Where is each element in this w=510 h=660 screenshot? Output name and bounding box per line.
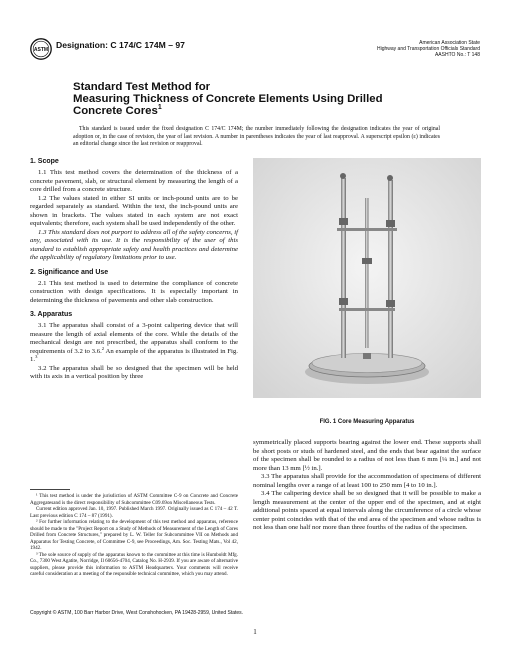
- footnote-divider: [30, 489, 70, 490]
- figure-caption: FIG. 1 Core Measuring Apparatus: [319, 419, 415, 425]
- aashto-block: [377, 40, 480, 58]
- section-heading-scope: 1. Scope: [30, 158, 59, 165]
- svg-text:ASTM: ASTM: [33, 46, 49, 53]
- paragraph-3-3: 3.3 The apparatus shall provide for the accommodation of specimens of different nominal lengths over a range of at least 100 to 250 mm [4 to 10 in.].: [253, 473, 481, 489]
- astm-logo: [30, 38, 52, 60]
- right-column: [253, 439, 481, 533]
- document-title: [73, 81, 383, 118]
- footnotes: [30, 493, 238, 578]
- paragraph-1-3: 1.3 This standard does not purport to address all of the safety concerns, if any, associated with its use. It is the responsibility of the user of this standard to establish appropriate safety and health practices and determine the applicability of regulatory limitations prior to use.: [30, 228, 238, 261]
- left-column: [30, 158, 238, 382]
- assoc-line-3: AASHTO No.: T 148: [434, 52, 480, 59]
- footnote-1: ¹ This test method is under the jurisdiction of ASTM Committee C-9 on Concrete and Concrete Aggregatesand is the direct responsibility of Subcommittee C09.69on Miscellaneous Tests.: [30, 493, 238, 506]
- copyright-line: Copyright © ASTM, 100 Barr Harbor Drive, West Conshohocken, PA 19428-2959, United States.: [30, 610, 244, 616]
- paragraph-3-2: 3.2 The apparatus shall be so designed that the specimen will be held with its axis in a vertical position by three: [30, 364, 238, 380]
- section-heading-significance: 2. Significance and Use: [30, 268, 109, 276]
- footnote-2: ² For further information relating to the development of this test method and apparatus, reference should be made to the "Project Report on a Study of Methods of Measurement of the Length of Cores Drilled from Concrete Structures," prepared by L. W. Teller for Subcommittee VII on Methods and Apparatus for Testing Concrete, of Committee C-9, see Proceedings, Am. Soc. Testing Mats., Vol 42, 1942.: [30, 519, 238, 551]
- assoc-line-2: Highway and Transportation Officials Standard: [376, 46, 480, 53]
- page-number: 1: [253, 628, 257, 636]
- footnote-3: ³ The sole source of supply of the apparatus known to the committee at this time is Humboldt Mfg. Co., 7300 West Agatite, Norridge, Il 60656-4704, Catalog No. H-2939. If you are aware of alternative suppliers, please provide this information to ASTM Headquarters. Your comments will receive careful consideration at a meeting of the responsible technical committee, which you may attend.: [30, 551, 238, 577]
- title-line-1: Standard Test Method for: [73, 81, 211, 93]
- standard-notice: This standard is issued under the fixed designation C 174/C 174M; the number immediately following the designation indicates the year of original adoption or, in the case of revision, the year of last revision. A number in parentheses indicates the year of last reapproval. A superscript epsilon (ε) indicates an editorial change since the last revision or reapproval.: [73, 126, 440, 148]
- paragraph-3-2-continued: symmetrically placed supports bearing against the lower end. These supports shall be short posts or studs of hardened steel, and the ends that bear against the surface of the specimen shall be rounded to a radius of not less than 6 mm [¼ in.] and not more than 13 mm [½ in.].: [253, 439, 481, 472]
- title-line-2: Measuring Thickness of Concrete Elements Using Drilled: [73, 93, 383, 106]
- title-footnote-mark: 1: [157, 104, 162, 112]
- paragraph-3-4: 3.4 The calipering device shall be so designed that it will be possible to make a length measurement at the center of the upper end of the specimen, and at eight additional points spaced at equal intervals along the circumference of a circle whose center point coincides with that of the end area of the specimen and whose radius is not less than one half nor more than three fourths of the radius of the specimen.: [253, 490, 481, 531]
- title-line-3: Concrete Cores: [73, 105, 158, 118]
- paragraph-1-2: 1.2 The values stated in either SI units or inch-pound units are to be regarded separately as standard. Within the text, the inch-pound units are shown in brackets. The values stated in each system are not exact equivalents; therefore, each system shall be used independently of the other.: [30, 194, 238, 227]
- paragraph-1-1: 1.1 This test method covers the determination of the thickness of a concrete pavement, slab, or structural element by measuring the length of a core drilled from a concrete structure.: [30, 169, 238, 193]
- assoc-line-1: American Association State: [419, 40, 480, 46]
- paragraph-3-1: 3.1 The apparatus shall consist of a 3-point calipering device that will measure the length of axial elements of the core. While the details of the mechanical design are not prescribed, the apparatus shall conform to the requirements of 3.2 to 3.6.$^2$ An example of the apparatus is illustrated in Fig. 1.$^3$: [30, 322, 238, 363]
- paragraph-2-1: 2.1 This test method is used to determine the compliance of concrete construction with design specifications. It is especially important in determining the thickness of pavements and other slab construction.: [30, 279, 238, 304]
- section-heading-apparatus: 3. Apparatus: [30, 311, 73, 318]
- footnote-1-history: Current edition approved Jan. 10, 1997. Published March 1997. Originally issued as C 174 – 42 T. Last previous edition C 174 – 87 (1991).: [30, 506, 238, 519]
- core-measuring-apparatus-photo: [253, 158, 481, 398]
- designation: Designation: C 174/C 174M – 97: [56, 40, 185, 50]
